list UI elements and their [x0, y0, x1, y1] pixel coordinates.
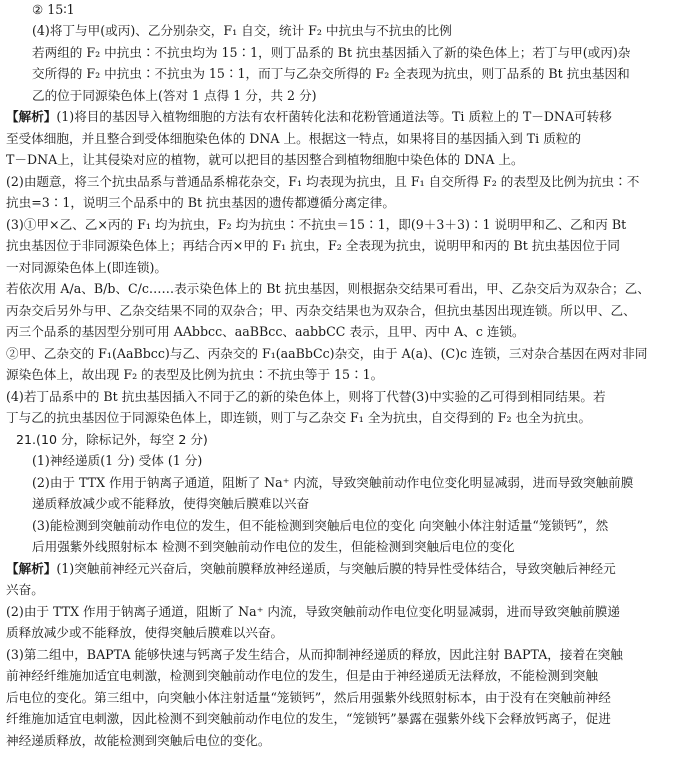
text-line: (2)由题意，将三个抗虫品系与普通品系棉花杂交，F₁ 均表现为抗虫，且 F₁ 自交所得 F₂ 的表型及比例为抗虫∶不	[6, 174, 640, 189]
text-line: 源染色体上，故出现 F₂ 的表型及比例为抗虫∶不抗虫等于 15∶1。	[6, 367, 384, 382]
text-line: 若两组的 F₂ 中抗虫∶不抗虫均为 15∶1，则丁品系的 Bt 抗虫基因插入了新的染色体上；若丁与甲(或丙)杂	[32, 45, 631, 60]
text-line: (1)突触前神经元兴奋后，突触前膜释放神经递质，与突触后膜的特异性受体结合，导致突触后神经元	[56, 561, 616, 576]
text-line: (1)将目的基因导入植物细胞的方法有农杆菌转化法和花粉管通道法等。Ti 质粒上的 T－DNA可转移	[56, 109, 612, 124]
text-line: (2)由于 TTX 作用于钠离子通道，阻断了 Na⁺ 内流，导致突触前动作电位变化明显减弱，进而导致突触前膜	[32, 475, 634, 490]
text-line: 神经递质释放，故能检测到突触后电位的变化。	[6, 733, 271, 748]
text-line: 交所得的 F₂ 中抗虫∶不抗虫为 15∶1，而丁与乙杂交所得的 F₂ 全表现为抗虫，则丁品系的 Bt 抗虫基因和	[32, 66, 630, 81]
text-line: (3)能检测到突触前动作电位的发生，但不能检测到突触后电位的变化 向突触小体注射适量“笼锁钙”，然	[32, 518, 609, 533]
text-line: 乙的位于同源染色体上(答对 1 点得 1 分，共 2 分)	[32, 88, 317, 103]
text-line: 质释放减少或不能释放，使得突触后膜难以兴奋。	[6, 625, 284, 640]
analysis-paragraph-1	[6, 109, 612, 125]
text-line: (2)由于 TTX 作用于钠离子通道，阻断了 Na⁺ 内流，导致突触前动作电位变化明显减弱，进而导致突触前膜递	[6, 604, 620, 619]
text-line: ② 15∶1	[32, 2, 75, 17]
text-line: 纤维施加适宜电刺激，因此检测不到突触前动作电位的发生，“笼锁钙”暴露在强紫外线下会释放钙离子，促进	[6, 711, 611, 726]
text-line: T－DNA上，让其侵染对应的植物，就可以把目的基因整合到植物细胞中染色体的 DNA 上。	[6, 152, 524, 167]
text-line: 丙杂交后另外与甲、乙杂交结果不同的双杂合；甲、丙杂交结果也为双杂合，但抗虫基因出现连锁。所以甲、乙、	[6, 303, 636, 318]
text-line: 后电位的变化。第三组中，向突触小体注射适量“笼锁钙”，然后用强紫外线照射标本，由于没有在突触前神经	[6, 690, 611, 705]
text-line: 至受体细胞，并且整合到受体细胞染色体的 DNA 上。根据这一特点，如果将目的基因插入到 Ti 质粒的	[6, 131, 581, 146]
text-line: 递质释放减少或不能释放，使得突触后膜难以兴奋	[32, 496, 310, 511]
analysis-label: 【解析】	[6, 109, 57, 124]
text-line: ②甲、乙杂交的 F₁(AaBbcc)与乙、丙杂交的 F₁(aaBbCc)杂交，由于 A(a)、(C)c 连锁，三对杂合基因在两对非同	[6, 346, 648, 361]
text-line: 兴奋。	[6, 582, 44, 597]
text-line: (4)将丁与甲(或丙)、乙分别杂交，F₁ 自交，统计 F₂ 中抗虫与不抗虫的比例	[32, 23, 452, 38]
text-line: 丙三个品系的基因型分别可用 AAbbcc、aaBBcc、aabbCC 表示，且甲、丙中 A、c 连锁。	[6, 324, 525, 339]
text-line: 抗虫=3∶1，说明三个品系中的 Bt 抗虫基因的遗传都遵循分离定律。	[6, 195, 395, 210]
text-line: (3)①甲×乙、乙×丙的 F₁ 均为抗虫，F₂ 均为抗虫∶不抗虫＝15∶1，即(9＋3＋3)∶1 说明甲和乙、乙和丙 Bt	[6, 217, 627, 232]
text-line: 前神经纤维施加适宜电刺激，检测到突触前动作电位的发生，但是由于神经递质无法释放，不能检测到突触	[6, 668, 598, 683]
text-line: 一对同源染色体上(即连锁)。	[6, 260, 167, 275]
text-line: (1)神经递质(1 分) 受体 (1 分)	[32, 453, 203, 468]
question-21-heading: 21.(10 分，除标记外，每空 2 分)	[16, 432, 208, 447]
text-line: 抗虫基因位于非同源染色体上；再结合丙×甲的 F₁ 抗虫，F₂ 全表现为抗虫，说明甲和丙的 Bt 抗虫基因位于同	[6, 238, 620, 253]
text-line: (4)若丁品系中的 Bt 抗虫基因插入不同于乙的新的染色体上，则将丁代替(3)中实验的乙可得到相同结果。若	[6, 389, 606, 404]
text-line: 丁与乙的抗虫基因位于同源染色体上，即连锁，则丁与乙杂交 F₁ 全为抗虫，自交得到的 F₂ 也全为抗虫。	[6, 410, 592, 425]
analysis-paragraph-2	[6, 561, 616, 577]
analysis-label: 【解析】	[6, 561, 57, 576]
text-line: 后用强紫外线照射标本 检测不到突触前动作电位的发生，但能检测到突触后电位的变化	[32, 539, 515, 554]
text-line: 若依次用 A/a、B/b、C/c……表示染色体上的 Bt 抗虫基因，则根据杂交结果可看出，甲、乙杂交后为双杂合；乙、	[6, 281, 650, 296]
text-line: (3)第二组中，BAPTA 能够快速与钙离子发生结合，从而抑制神经递质的释放，因此注射 BAPTA，接着在突触	[6, 647, 623, 662]
